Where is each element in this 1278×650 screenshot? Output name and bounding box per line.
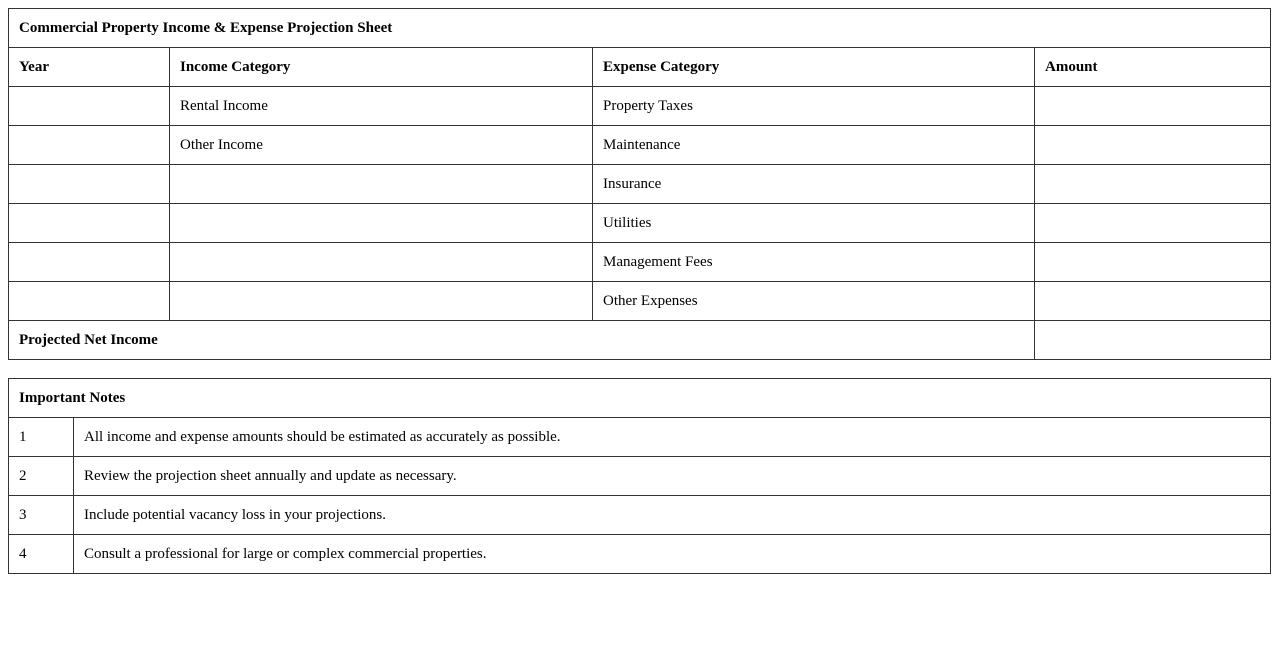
note-row: [9, 418, 1271, 457]
year-cell[interactable]: [9, 243, 170, 282]
header-income-category: Income Category: [170, 48, 593, 87]
table-row: [9, 126, 1271, 165]
year-cell[interactable]: [9, 87, 170, 126]
year-cell[interactable]: [9, 165, 170, 204]
amount-cell[interactable]: [1035, 126, 1271, 165]
note-number: 1: [9, 418, 74, 457]
note-text: Include potential vacancy loss in your projections.: [74, 496, 1271, 535]
title-row: [9, 9, 1271, 48]
expense-cell: Other Expenses: [593, 282, 1035, 321]
income-cell: [170, 243, 593, 282]
expense-cell: Maintenance: [593, 126, 1035, 165]
note-number: 4: [9, 535, 74, 574]
note-text: Review the projection sheet annually and update as necessary.: [74, 457, 1271, 496]
net-income-label: Projected Net Income: [9, 321, 1035, 360]
table-row: [9, 204, 1271, 243]
income-cell: [170, 165, 593, 204]
amount-cell[interactable]: [1035, 243, 1271, 282]
table-row: [9, 165, 1271, 204]
expense-cell: Property Taxes: [593, 87, 1035, 126]
amount-cell[interactable]: [1035, 282, 1271, 321]
income-cell: [170, 204, 593, 243]
income-cell: Rental Income: [170, 87, 593, 126]
note-row: [9, 457, 1271, 496]
year-cell[interactable]: [9, 282, 170, 321]
notes-title: Important Notes: [9, 379, 1271, 418]
year-cell[interactable]: [9, 126, 170, 165]
amount-cell[interactable]: [1035, 204, 1271, 243]
note-number: 2: [9, 457, 74, 496]
table-row: [9, 243, 1271, 282]
projection-table: [8, 8, 1271, 360]
note-text: All income and expense amounts should be estimated as accurately as possible.: [74, 418, 1271, 457]
note-row: [9, 496, 1271, 535]
header-row: [9, 48, 1271, 87]
sheet-title: Commercial Property Income & Expense Projection Sheet: [9, 9, 1271, 48]
expense-cell: Management Fees: [593, 243, 1035, 282]
amount-cell[interactable]: [1035, 87, 1271, 126]
note-row: [9, 535, 1271, 574]
net-income-row: [9, 321, 1271, 360]
expense-cell: Insurance: [593, 165, 1035, 204]
income-cell: Other Income: [170, 126, 593, 165]
table-row: [9, 282, 1271, 321]
year-cell[interactable]: [9, 204, 170, 243]
header-year: Year: [9, 48, 170, 87]
amount-cell[interactable]: [1035, 165, 1271, 204]
notes-title-row: [9, 379, 1271, 418]
notes-table: [8, 378, 1271, 574]
income-cell: [170, 282, 593, 321]
header-expense-category: Expense Category: [593, 48, 1035, 87]
note-text: Consult a professional for large or complex commercial properties.: [74, 535, 1271, 574]
table-row: [9, 87, 1271, 126]
header-amount: Amount: [1035, 48, 1271, 87]
expense-cell: Utilities: [593, 204, 1035, 243]
net-income-amount[interactable]: [1035, 321, 1271, 360]
note-number: 3: [9, 496, 74, 535]
